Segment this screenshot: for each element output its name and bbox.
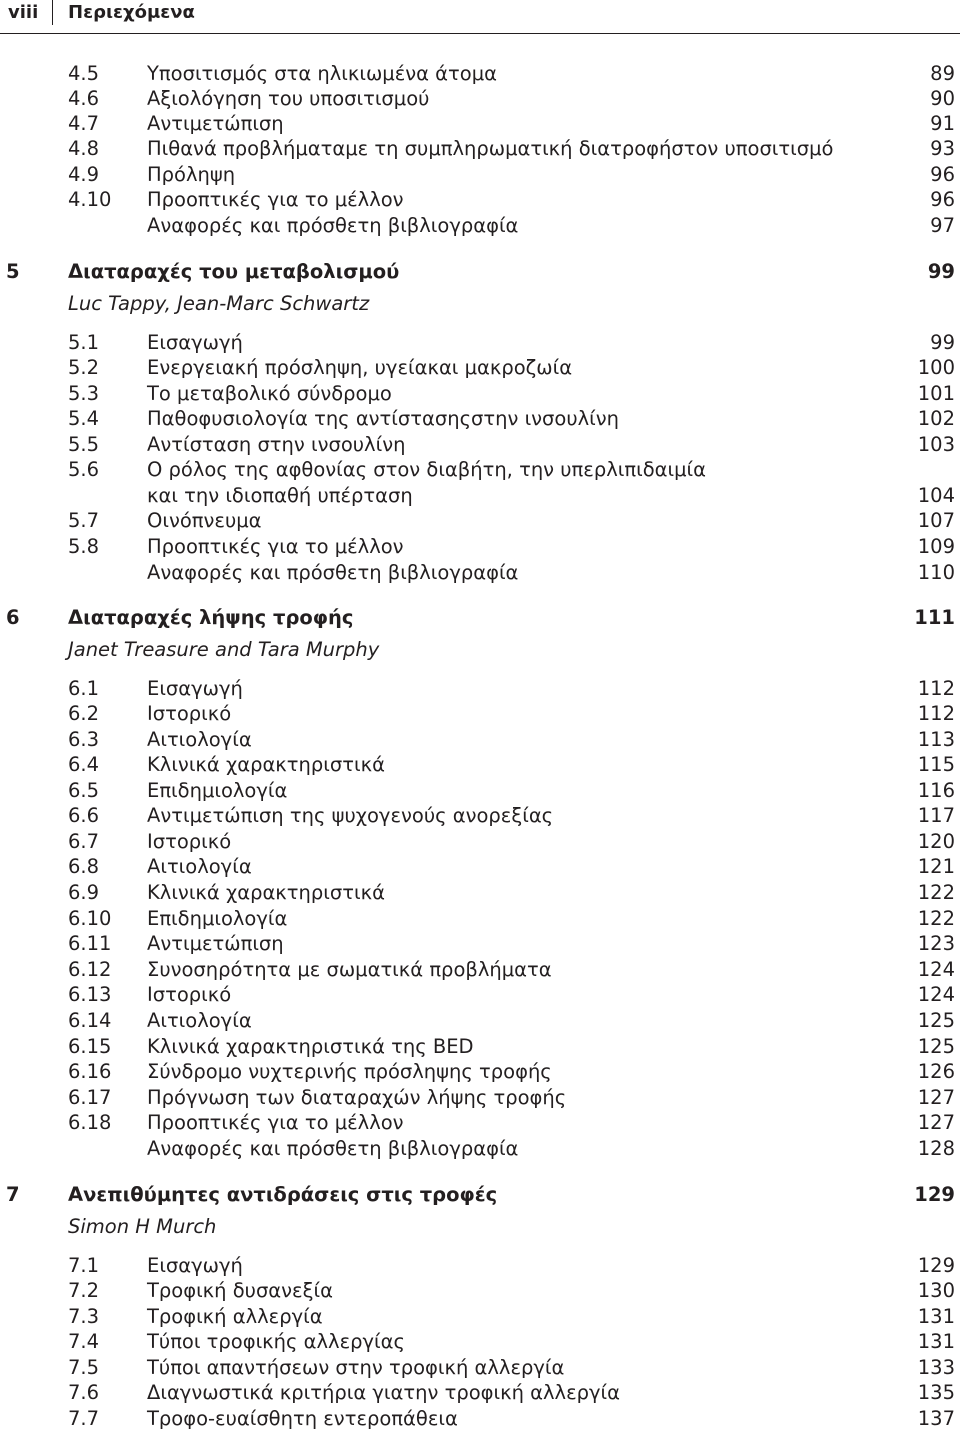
section-title: Αντιμετώπιση bbox=[147, 112, 284, 135]
section-number: 6.14 bbox=[68, 1009, 112, 1032]
toc-section-6-2[interactable] bbox=[0, 701, 960, 726]
section-title: Ο ρόλος της αφθονίας στον διαβήτη, την υπερλιπιδαιμία bbox=[147, 458, 706, 481]
chapter-authors: Luc Tappy, Jean-Marc Schwartz bbox=[68, 292, 370, 315]
section-number: 7.1 bbox=[68, 1254, 100, 1277]
section-title: Παθοφυσιολογία της αντίστασηςστην ινσουλίνη bbox=[147, 407, 620, 430]
toc-section-6-12[interactable] bbox=[0, 957, 960, 982]
section-title: Τύποι τροφικής αλλεργίας bbox=[147, 1330, 405, 1353]
section-number: 6.18 bbox=[68, 1111, 112, 1134]
section-title: Οινόπνευμα bbox=[147, 509, 262, 532]
section-page: 133 bbox=[917, 1356, 955, 1379]
chapter-title: Διαταραχές λήψης τροφής bbox=[68, 606, 354, 629]
page-title: Περιεχόμενα bbox=[68, 2, 195, 23]
section-title-continued: και την ιδιοπαθή υπέρταση bbox=[147, 484, 413, 507]
section-title: Συνοσηρότητα με σωματικά προβλήματα bbox=[147, 958, 552, 981]
section-page: 131 bbox=[917, 1330, 955, 1353]
section-number: 7.7 bbox=[68, 1407, 100, 1430]
section-number: 6.3 bbox=[68, 728, 100, 751]
section-number: 7.5 bbox=[68, 1356, 100, 1379]
chapter-page: 111 bbox=[914, 606, 955, 629]
section-page: 122 bbox=[917, 881, 955, 904]
section-title: Αιτιολογία bbox=[147, 1009, 252, 1032]
chapter-authors: Janet Treasure and Tara Murphy bbox=[68, 638, 380, 661]
section-title: Αναφορές και πρόσθετη βιβλιογραφία bbox=[147, 561, 519, 584]
toc-section-7-6[interactable] bbox=[0, 1380, 960, 1405]
toc-section-5-8[interactable] bbox=[0, 534, 960, 559]
section-number: 5.7 bbox=[68, 509, 100, 532]
section-title: Αξιολόγηση του υποσιτισμού bbox=[147, 87, 430, 110]
section-page: 101 bbox=[917, 382, 955, 405]
toc-section-6-1[interactable] bbox=[0, 676, 960, 701]
toc-section-4-10[interactable] bbox=[0, 187, 960, 212]
page-number: viii bbox=[8, 2, 39, 23]
section-title: Επιδημιολογία bbox=[147, 779, 288, 802]
section-title: Ιστορικό bbox=[147, 983, 232, 1006]
section-page: 121 bbox=[917, 855, 955, 878]
toc-section-5-5[interactable] bbox=[0, 432, 960, 457]
section-number: 6.8 bbox=[68, 855, 100, 878]
section-number: 4.5 bbox=[68, 62, 100, 85]
section-number: 6.7 bbox=[68, 830, 100, 853]
section-title: Σύνδρομο νυχτερινής πρόσληψης τροφής bbox=[147, 1060, 552, 1083]
section-number: 4.9 bbox=[68, 163, 100, 186]
toc-section-6-6[interactable] bbox=[0, 803, 960, 828]
section-page: 123 bbox=[917, 932, 955, 955]
section-page: 89 bbox=[930, 62, 955, 85]
toc-section-5-6[interactable] bbox=[0, 457, 960, 482]
section-page: 102 bbox=[917, 407, 955, 430]
section-page: 127 bbox=[917, 1111, 955, 1134]
section-title: Υποσιτισμός στα ηλικιωμένα άτομα bbox=[147, 62, 497, 85]
toc-section-6-14[interactable] bbox=[0, 1008, 960, 1033]
section-page: 110 bbox=[917, 561, 955, 584]
section-number: 6.2 bbox=[68, 702, 100, 725]
toc-section-5-3[interactable] bbox=[0, 381, 960, 406]
section-number: 6.13 bbox=[68, 983, 112, 1006]
section-number: 7.6 bbox=[68, 1381, 100, 1404]
section-number: 6.5 bbox=[68, 779, 100, 802]
toc-section-7-1[interactable] bbox=[0, 1253, 960, 1278]
toc-section-4-9[interactable] bbox=[0, 162, 960, 187]
section-title: Το μεταβολικό σύνδρομο bbox=[147, 382, 392, 405]
toc-section-4-5[interactable] bbox=[0, 61, 960, 86]
section-page: 100 bbox=[917, 356, 955, 379]
section-page: 131 bbox=[917, 1305, 955, 1328]
toc-references-5[interactable] bbox=[0, 560, 960, 585]
section-title: Αντιμετώπιση bbox=[147, 932, 284, 955]
section-number: 5.5 bbox=[68, 433, 100, 456]
section-number: 6.17 bbox=[68, 1086, 112, 1109]
section-number: 6.12 bbox=[68, 958, 112, 981]
section-page: 124 bbox=[917, 983, 955, 1006]
section-page: 96 bbox=[930, 188, 955, 211]
section-number: 5.1 bbox=[68, 331, 100, 354]
section-number: 7.4 bbox=[68, 1330, 100, 1353]
toc-section-4-8[interactable] bbox=[0, 136, 960, 161]
toc-section-5-6-cont[interactable] bbox=[0, 483, 960, 508]
toc-section-7-4[interactable] bbox=[0, 1329, 960, 1354]
toc-section-7-3[interactable] bbox=[0, 1304, 960, 1329]
toc-references-4[interactable] bbox=[0, 213, 960, 238]
toc-section-7-5[interactable] bbox=[0, 1355, 960, 1380]
section-number: 6.6 bbox=[68, 804, 100, 827]
section-page: 124 bbox=[917, 958, 955, 981]
section-title: Ιστορικό bbox=[147, 830, 232, 853]
toc-section-5-2[interactable] bbox=[0, 355, 960, 380]
section-title: Επιδημιολογία bbox=[147, 907, 288, 930]
section-number: 6.10 bbox=[68, 907, 112, 930]
toc-section-5-4[interactable] bbox=[0, 406, 960, 431]
section-number: 6.1 bbox=[68, 677, 100, 700]
section-page: 137 bbox=[917, 1407, 955, 1430]
toc-section-6-8[interactable] bbox=[0, 854, 960, 879]
toc-section-6-15[interactable] bbox=[0, 1034, 960, 1059]
section-page: 116 bbox=[917, 779, 955, 802]
section-page: 135 bbox=[917, 1381, 955, 1404]
section-number: 4.7 bbox=[68, 112, 100, 135]
section-page: 129 bbox=[917, 1254, 955, 1277]
toc-section-6-11[interactable] bbox=[0, 931, 960, 956]
section-title: Προοπτικές για το μέλλον bbox=[147, 535, 404, 558]
section-page: 113 bbox=[917, 728, 955, 751]
section-title: Εισαγωγή bbox=[147, 677, 243, 700]
section-title: Ενεργειακή πρόσληψη, υγείακαι μακροζωία bbox=[147, 356, 573, 379]
section-page: 104 bbox=[917, 484, 955, 507]
toc-section-7-7[interactable] bbox=[0, 1406, 960, 1431]
section-title: Πιθανά προβλήματαμε τη συμπληρωματική διατροφήστον υποσιτισμό bbox=[147, 137, 834, 160]
section-number: 5.2 bbox=[68, 356, 100, 379]
toc-section-6-10[interactable] bbox=[0, 906, 960, 931]
toc-section-6-17[interactable] bbox=[0, 1085, 960, 1110]
section-title: Εισαγωγή bbox=[147, 331, 243, 354]
chapter-title: Ανεπιθύμητες αντιδράσεις στις τροφές bbox=[68, 1183, 498, 1206]
section-number: 4.8 bbox=[68, 137, 100, 160]
section-page: 109 bbox=[917, 535, 955, 558]
toc-section-5-1[interactable] bbox=[0, 330, 960, 355]
section-title: Διαγνωστικά κριτήρια γιατην τροφική αλλεργία bbox=[147, 1381, 620, 1404]
section-title: Αιτιολογία bbox=[147, 855, 252, 878]
toc-section-7-2[interactable] bbox=[0, 1278, 960, 1303]
toc-chapter-5[interactable] bbox=[0, 259, 960, 284]
section-page: 128 bbox=[917, 1137, 955, 1160]
section-number: 4.10 bbox=[68, 188, 112, 211]
section-number: 6.4 bbox=[68, 753, 100, 776]
toc-section-6-18[interactable] bbox=[0, 1110, 960, 1135]
toc-section-6-16[interactable] bbox=[0, 1059, 960, 1084]
toc-section-6-9[interactable] bbox=[0, 880, 960, 905]
section-title: Εισαγωγή bbox=[147, 1254, 243, 1277]
toc-section-6-3[interactable] bbox=[0, 727, 960, 752]
section-title: Αναφορές και πρόσθετη βιβλιογραφία bbox=[147, 1137, 519, 1160]
section-page: 103 bbox=[917, 433, 955, 456]
section-page: 107 bbox=[917, 509, 955, 532]
section-page: 117 bbox=[917, 804, 955, 827]
toc-section-4-6[interactable] bbox=[0, 86, 960, 111]
section-number: 6.16 bbox=[68, 1060, 112, 1083]
section-number: 5.4 bbox=[68, 407, 100, 430]
section-page: 115 bbox=[917, 753, 955, 776]
toc-section-6-5[interactable] bbox=[0, 778, 960, 803]
section-page: 120 bbox=[917, 830, 955, 853]
chapter-number: 6 bbox=[6, 606, 20, 629]
section-title: Προοπτικές για το μέλλον bbox=[147, 188, 404, 211]
chapter-number: 5 bbox=[6, 260, 20, 283]
section-page: 125 bbox=[917, 1035, 955, 1058]
section-title: Τροφική αλλεργία bbox=[147, 1305, 323, 1328]
section-title: Αιτιολογία bbox=[147, 728, 252, 751]
section-number: 7.2 bbox=[68, 1279, 100, 1302]
toc-references-6[interactable] bbox=[0, 1136, 960, 1161]
chapter-title: Διαταραχές του μεταβολισμού bbox=[68, 260, 400, 283]
section-number: 4.6 bbox=[68, 87, 100, 110]
section-title: Προοπτικές για το μέλλον bbox=[147, 1111, 404, 1134]
section-title: Τύποι απαντήσεων στην τροφική αλλεργία bbox=[147, 1356, 565, 1379]
section-title: Τροφο-ευαίσθητη εντεροπάθεια bbox=[147, 1407, 458, 1430]
section-title: Κλινικά χαρακτηριστικά bbox=[147, 753, 385, 776]
section-page: 90 bbox=[930, 87, 955, 110]
section-page: 97 bbox=[930, 214, 955, 237]
section-title: Αναφορές και πρόσθετη βιβλιογραφία bbox=[147, 214, 519, 237]
section-page: 96 bbox=[930, 163, 955, 186]
section-page: 93 bbox=[930, 137, 955, 160]
section-title: Πρόληψη bbox=[147, 163, 236, 186]
toc-chapter-7[interactable] bbox=[0, 1182, 960, 1207]
chapter-authors: Simon H Murch bbox=[68, 1215, 217, 1238]
toc-section-4-7[interactable] bbox=[0, 111, 960, 136]
section-title: Κλινικά χαρακτηριστικά bbox=[147, 881, 385, 904]
section-page: 125 bbox=[917, 1009, 955, 1032]
toc-section-6-13[interactable] bbox=[0, 982, 960, 1007]
toc-section-6-7[interactable] bbox=[0, 829, 960, 854]
section-title: Ιστορικό bbox=[147, 702, 232, 725]
toc-chapter-6[interactable] bbox=[0, 605, 960, 630]
section-number: 5.6 bbox=[68, 458, 100, 481]
section-title: Πρόγνωση των διαταραχών λήψης τροφής bbox=[147, 1086, 567, 1109]
toc-section-6-4[interactable] bbox=[0, 752, 960, 777]
section-page: 130 bbox=[917, 1279, 955, 1302]
section-number: 6.15 bbox=[68, 1035, 112, 1058]
toc-section-5-7[interactable] bbox=[0, 508, 960, 533]
section-page: 122 bbox=[917, 907, 955, 930]
section-title: Τροφική δυσανεξία bbox=[147, 1279, 333, 1302]
section-page: 112 bbox=[917, 702, 955, 725]
section-page: 127 bbox=[917, 1086, 955, 1109]
section-page: 91 bbox=[930, 112, 955, 135]
section-number: 6.11 bbox=[68, 932, 112, 955]
section-page: 112 bbox=[917, 677, 955, 700]
section-number: 6.9 bbox=[68, 881, 100, 904]
section-number: 7.3 bbox=[68, 1305, 100, 1328]
section-number: 5.3 bbox=[68, 382, 100, 405]
section-title: Αντίσταση στην ινσουλίνη bbox=[147, 433, 406, 456]
chapter-number: 7 bbox=[6, 1183, 20, 1206]
section-page: 126 bbox=[917, 1060, 955, 1083]
chapter-page: 99 bbox=[927, 260, 955, 283]
section-title: Αντιμετώπιση της ψυχογενούς ανορεξίας bbox=[147, 804, 554, 827]
section-number: 5.8 bbox=[68, 535, 100, 558]
chapter-page: 129 bbox=[914, 1183, 955, 1206]
section-title: Κλινικά χαρακτηριστικά της BED bbox=[147, 1035, 474, 1058]
section-page: 99 bbox=[930, 331, 955, 354]
